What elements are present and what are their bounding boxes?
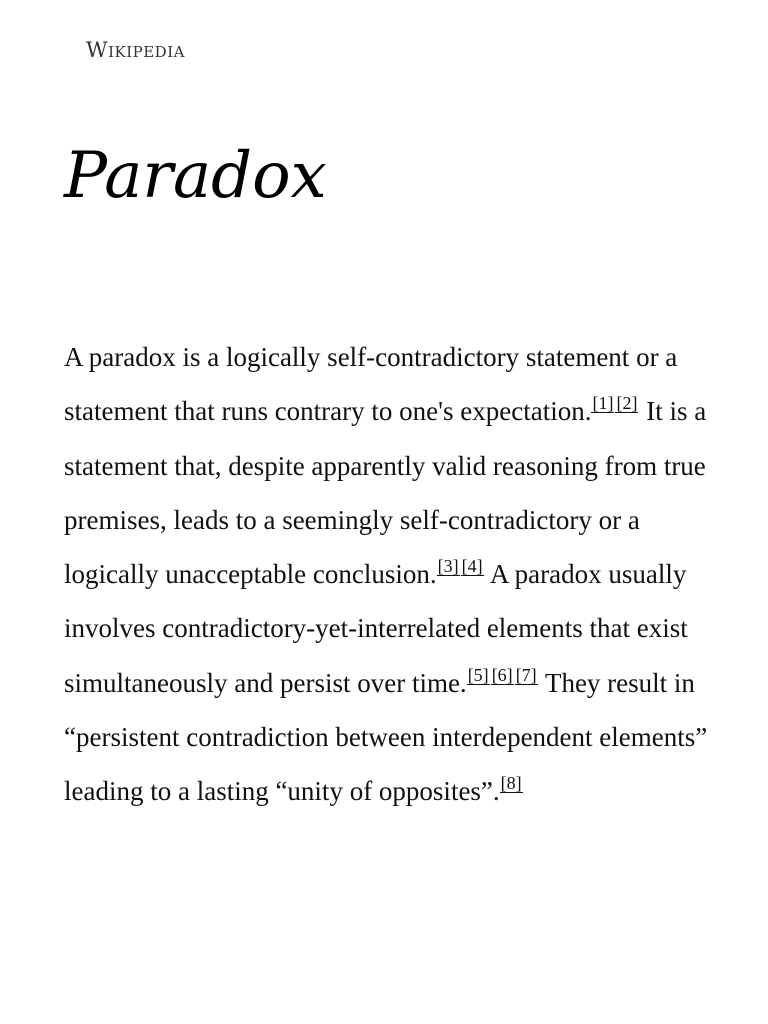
citation-link-1[interactable]: [1] [592, 393, 614, 414]
citation-link-5[interactable]: [5] [467, 664, 489, 685]
citation-link-7[interactable]: [7] [515, 664, 537, 685]
article-paragraph [64, 330, 714, 819]
paragraph-sentence-4: They result in “persistent contradiction between interdependent elements” leading to a lasting “unity of opposites”. [64, 667, 708, 807]
citation-link-8[interactable]: [8] [500, 773, 522, 794]
paragraph-sentence-3: A paradox usually involves contradictory-yet-interrelated elements that exist simultaneously and persist over time. [64, 559, 688, 698]
page-title: Paradox [64, 139, 327, 213]
citation-link-4[interactable]: [4] [461, 556, 483, 577]
paragraph-sentence-1: A paradox is a logically self-contradictory statement or a statement that runs contrary to one's expectation. [64, 342, 678, 427]
wikipedia-wordmark[interactable]: Wikipedia [86, 38, 185, 62]
citation-link-6[interactable]: [6] [491, 664, 513, 685]
paragraph-sentence-2: It is a statement that, despite apparently valid reasoning from true premises, leads to a seemingly self-contradictory or a logically unacceptable conclusion. [64, 396, 707, 590]
citation-link-2[interactable]: [2] [616, 393, 638, 414]
citation-link-3[interactable]: [3] [437, 556, 459, 577]
